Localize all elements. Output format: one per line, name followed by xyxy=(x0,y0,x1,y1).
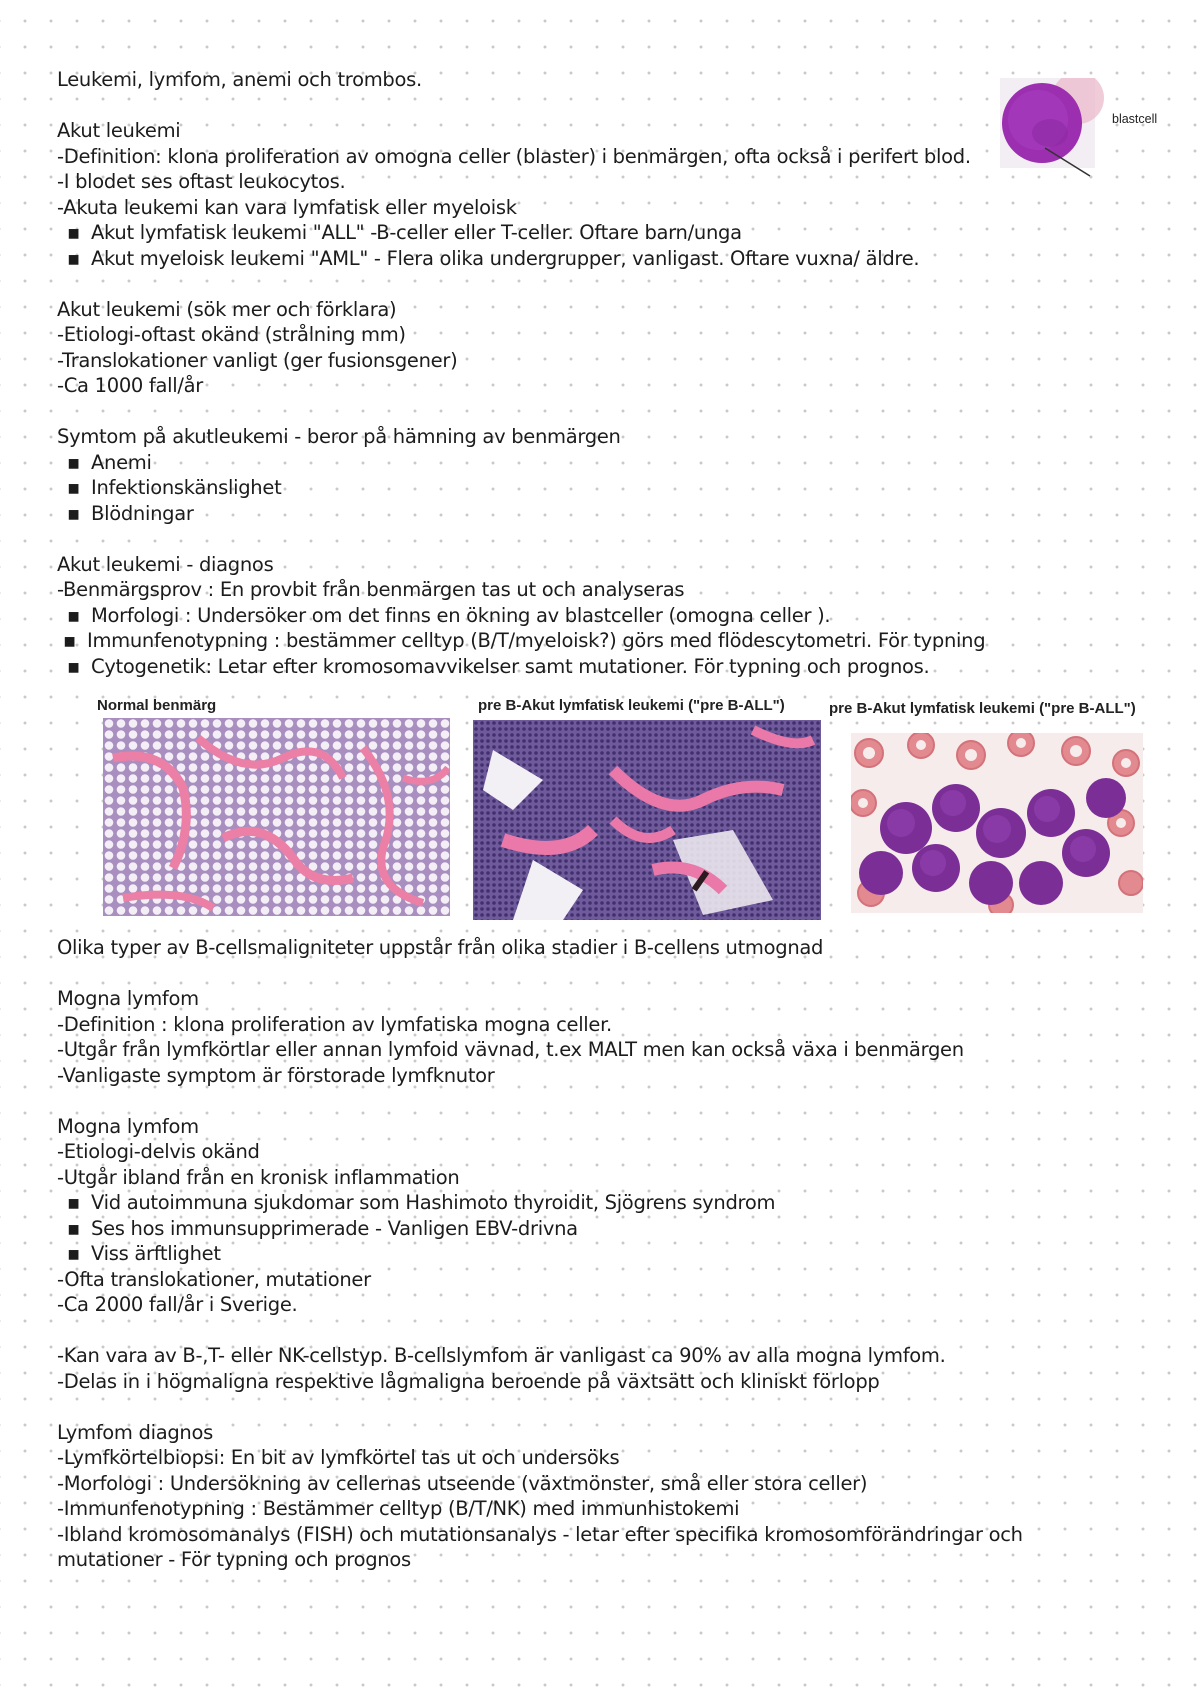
text-line: -Definition: klona proliferation av omogna celler (blaster) i benmärgen, ofta också i perifert blod. xyxy=(57,144,971,168)
bullet-item: ▪ Viss ärftlighet xyxy=(67,1242,221,1265)
text-line: -Akuta leukemi kan vara lymfatisk eller myeloisk xyxy=(57,195,517,219)
bullet-item: ▪ Infektionskänslighet xyxy=(67,476,282,499)
text-line: -Ca 1000 fall/år xyxy=(57,374,204,397)
text-line: -Utgår ibland från en kronisk inflammation xyxy=(57,1165,460,1189)
text-line: -Utgår från lymfkörtlar eller annan lymfoid vävnad, t.ex MALT men kan också växa i benmärgen xyxy=(57,1038,964,1061)
bullet-item: ▪ Blödningar xyxy=(67,501,194,525)
text-line: -Morfologi : Undersökning av cellernas utseende (växtmönster, små eller stora celler) xyxy=(57,1471,868,1495)
text-line: -Definition : klona proliferation av lymfatiska mogna celler. xyxy=(57,1012,612,1036)
normal-marrow-image xyxy=(103,718,450,916)
text-line: -Vanligaste symptom är förstorade lymfknutor xyxy=(57,1063,495,1087)
section-heading: Symtom på akutleukemi - beror på hämning av benmärgen xyxy=(57,425,621,448)
preb-all-marrow-image xyxy=(473,720,821,920)
text-line: -Lymfkörtelbiopsi: En bit av lymfkörtel tas ut och undersöks xyxy=(57,1446,620,1469)
bullet-icon: ▪ xyxy=(67,476,80,499)
section-heading: Lymfom diagnos xyxy=(57,1420,213,1444)
bullet-item: ▪ Anemi xyxy=(67,450,152,474)
text-line: -Delas in i högmaligna respektive lågmaligna beroende på växtsätt och kliniskt förlopp xyxy=(57,1369,880,1393)
text-line: -Ofta translokationer, mutationer xyxy=(57,1267,371,1291)
preb-all-smear-image xyxy=(851,733,1143,913)
text-line: -Etiologi-delvis okänd xyxy=(57,1140,260,1163)
section-heading: Akut leukemi xyxy=(57,119,181,142)
bullet-icon: ▪ xyxy=(67,246,80,270)
blastcell-label: blastcell xyxy=(1112,112,1158,126)
bullet-icon: ▪ xyxy=(67,603,80,627)
text-block-top xyxy=(57,67,1057,679)
bullet-item: ▪ Akut myeloisk leukemi "AML" - Flera olika undergrupper, vanligast. Oftare vuxna/ äldre. xyxy=(67,246,920,270)
section-heading: Mogna lymfom xyxy=(57,987,199,1010)
text-line: -Ca 2000 fall/år i Sverige. xyxy=(57,1293,298,1316)
bullet-item: ▪ Morfologi : Undersöker om det finns en ökning av blastceller (omogna celler ). xyxy=(67,603,831,627)
bullet-item: ▪ Akut lymfatisk leukemi "ALL" -B-celler eller T-celler. Oftare barn/unga xyxy=(67,221,742,244)
document-title: Leukemi, lymfom, anemi och trombos. xyxy=(57,68,422,91)
bullet-item: ▪ Immunfenotypning : bestämmer celltyp (B/T/myeloisk?) görs med flödescytometri. För typning xyxy=(63,629,986,652)
bullet-item: ▪ Ses hos immunsupprimerade - Vanligen EBV-drivna xyxy=(67,1216,578,1240)
figure-caption-preb-all-marrow: pre B-Akut lymfatisk leukemi ("pre B-ALL") xyxy=(478,697,785,714)
text-line: -Benmärgsprov : En provbit från benmärgen tas ut och analyseras xyxy=(57,578,685,601)
text-line: -Translokationer vanligt (ger fusionsgener) xyxy=(57,348,458,372)
text-line: -Kan vara av B-,T- eller NK-cellstyp. B-cellslymfom är vanligast ca 90% av alla mogna lymfom. xyxy=(57,1344,946,1367)
figure-caption-preb-all-smear: pre B-Akut lymfatisk leukemi ("pre B-ALL") xyxy=(829,700,1136,717)
section-heading: Akut leukemi (sök mer och förklara) xyxy=(57,297,397,321)
bullet-item: ▪ Vid autoimmuna sjukdomar som Hashimoto thyroidit, Sjögrens syndrom xyxy=(67,1191,776,1214)
bullet-icon: ▪ xyxy=(67,1242,80,1265)
section-heading: Mogna lymfom xyxy=(57,1114,199,1138)
bullet-icon: ▪ xyxy=(67,501,80,525)
bullet-icon: ▪ xyxy=(63,629,76,652)
text-line: -Ibland kromosomanalys (FISH) och mutationsanalys - letar efter specifika kromosomförändringar och mutationer - För typning och prognos xyxy=(57,1522,1023,1571)
section-heading: Akut leukemi - diagnos xyxy=(57,552,274,576)
bullet-icon: ▪ xyxy=(67,221,80,244)
bullet-icon: ▪ xyxy=(67,654,80,678)
bullet-icon: ▪ xyxy=(67,1216,80,1240)
text-block-bottom xyxy=(57,935,1057,1573)
figure-caption-normal-marrow: Normal benmärg xyxy=(97,697,217,714)
bullet-icon: ▪ xyxy=(67,1191,80,1214)
text-line: -Immunfenotypning : Bestämmer celltyp (B/T/NK) med immunhistokemi xyxy=(57,1497,740,1520)
text-line: Olika typer av B-cellsmaligniteter uppstår från olika stadier i B-cellens utmognad xyxy=(57,936,824,959)
text-line: -Etiologi-oftast okänd (strålning mm) xyxy=(57,323,406,346)
bullet-icon: ▪ xyxy=(67,450,80,474)
bullet-item: ▪ Cytogenetik: Letar efter kromosomavvikelser samt mutationer. För typning och prognos. xyxy=(67,654,930,678)
text-line: -I blodet ses oftast leukocytos. xyxy=(57,170,346,193)
